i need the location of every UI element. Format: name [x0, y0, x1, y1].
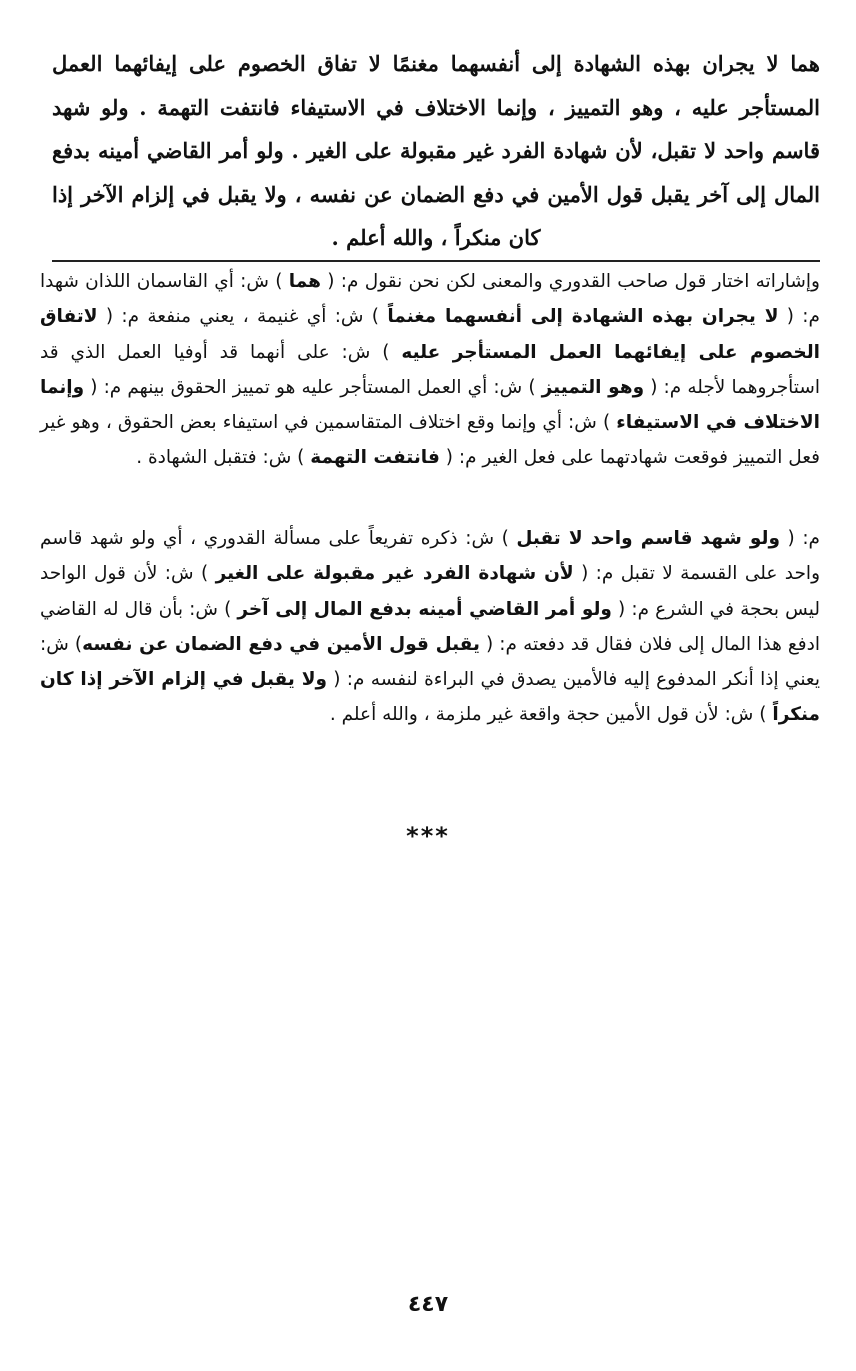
- quoted-matn-text: ولا يقبل في إلزام الآخر إذا كان منكراً: [40, 669, 820, 726]
- commentary-text: ) ش: لأن قول الواحد ليس بحجة في الشرع م: (: [40, 563, 820, 620]
- commentary-text: وإشاراته اختار قول صاحب القدوري والمعنى لكن نحن نقول م: (: [320, 271, 820, 292]
- commentary-text: م: (: [779, 528, 821, 549]
- commentary-text: ) ش: ذكره تفريعاً على مسألة القدوري ، أي ولو شهد قاسم واحد على القسمة لا تقبل م: (: [40, 528, 821, 585]
- quoted-matn-text: وهو التمييز: [541, 376, 645, 398]
- page-number: ٤٤٧: [407, 1292, 449, 1317]
- commentary-paragraph-2: [40, 521, 820, 733]
- quoted-matn-text: لا يجران بهذه الشهادة إلى أنفسهما مغنماً: [387, 306, 779, 328]
- commentary-text: ) ش: يعني إذا أنكر المدفوع إليه فالأمين يصدق في البراءة لنفسه م: (: [40, 633, 820, 691]
- quoted-matn-text: لأن شهادة الفرد غير مقبولة على الغير: [215, 563, 574, 585]
- commentary-text: ) ش: أي وإنما وقع اختلاف المتقاسمين في استيفاء بعض الحقوق ، وهو غير فعل التمييز فوقعت شهادتهما على فعل الغير م: (: [40, 412, 820, 469]
- commentary-text: ) ش: لأن قول الأمين حجة واقعة غير ملزمة ، والله أعلم .: [329, 704, 773, 726]
- commentary-text: ) ش: أي القاسمان اللذان شهدا م: (: [40, 271, 820, 328]
- commentary-text: ) ش: على أنهما قد أوفيا العمل الذي قد استأجروهما لأجله م: (: [40, 341, 820, 398]
- main-text: هما لا يجران بهذه الشهادة إلى أنفسهما مغنمًا لا تفاق الخصوم على إيفائهما العمل المستأجر عليه ، وهو التمييز ، وإنما الاختلاف في الاستيفاء فانتفت التهمة . ولو شهد قاسم واحد لا تقبل، لأن شهادة الفرد غير مقبولة على الغير . ولو أمر القاضي أمينه بدفع المال إلى آخر يقبل قول الأمين في دفع الضمان عن نفسه ، ولا يقبل في إلزام الآخر إذا كان منكراً ، والله أعلم .: [52, 51, 820, 250]
- quoted-matn-text: ولو شهد قاسم واحد لا تقبل: [516, 528, 780, 549]
- commentary-text: ) ش: أي غنيمة ، يعني منفعة م: (: [97, 306, 388, 328]
- footnote-divider: [52, 260, 820, 262]
- commentary-paragraph-1: [40, 264, 820, 476]
- commentary-text: ) ش: بأن قال له القاضي ادفع هذا المال إلى فلان فقال قد دفعته م: (: [40, 598, 820, 655]
- commentary-text: ) ش: أي العمل المستأجر عليه هو تمييز الحقوق بينهم م: (: [84, 376, 542, 398]
- quoted-matn-text: هما: [288, 271, 321, 292]
- commentary-text: ) ش: فتقبل الشهادة .: [136, 447, 311, 469]
- quoted-matn-text: يقبل قول الأمين في دفع الضمان عن نفسه: [82, 633, 480, 655]
- section-separator: ***: [406, 822, 450, 850]
- quoted-matn-text: لاتفاق الخصوم على إيفائهما العمل المستأجر عليه: [40, 306, 820, 363]
- quoted-matn-text: وإنما الاختلاف في الاستيفاء: [40, 376, 820, 434]
- quoted-matn-text: فانتفت التهمة: [310, 447, 440, 469]
- quoted-matn-text: ولو أمر القاضي أمينه بدفع المال إلى آخر: [237, 598, 612, 620]
